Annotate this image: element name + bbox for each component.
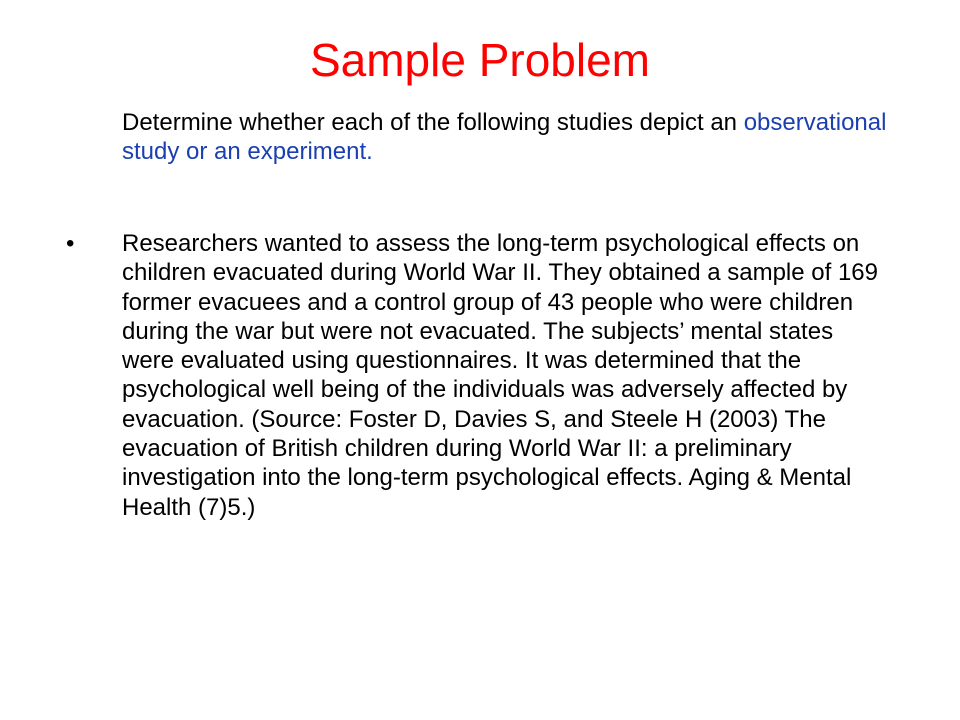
intro-highlight: observational study or an experiment.	[122, 109, 887, 165]
intro-paragraph	[122, 108, 942, 166]
bullet-text: Researchers wanted to assess the long-term psychological effects on children evacuated during World War II. They obtained a sample of 169 former evacuees and a control group of 43 people who were children during the war but were not evacuated. The subjects’ mental states were evaluated using questionnaires. It was determined that the psychological well being of the individuals was adversely affected by evacuation. (Source: Foster D, Davies S, and Steele H (2003) The evacuation of British children during World War II: a preliminary investigation into the long-term psychological effects. Aging & Mental Health (7)5.)	[122, 230, 878, 521]
bullet-icon: •	[66, 230, 75, 257]
slide-title: Sample Problem	[309, 34, 651, 86]
intro-text: Determine whether each of the following studies depict an	[122, 109, 744, 136]
